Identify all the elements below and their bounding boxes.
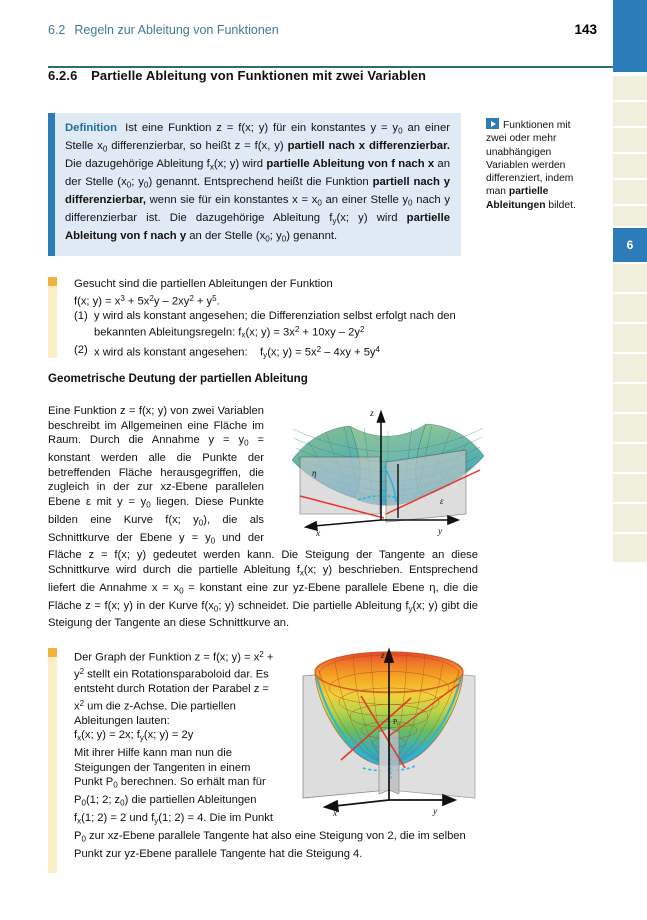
example-marker-icon bbox=[48, 648, 57, 657]
chapter-tab[interactable] bbox=[613, 384, 647, 412]
section-heading-number: 6.2.6 bbox=[48, 68, 78, 83]
page-header bbox=[48, 22, 597, 44]
axis-label-x: x bbox=[316, 529, 321, 538]
chapter-tab[interactable] bbox=[613, 474, 647, 502]
example-2-text: Der Graph der Funktion z = f(x; $y) = x^2 + y^2$ stellt ein Rotationsparaboloid dar. Es entsteht durch Rotation der Parabel $z = x^2$ um die z-Achse. Die partiellen Ableitungen lauten: $f_x(x$; y) = 2x; $f_y(x$; y) = 2y Mit ihrer Hilfe kann man nun die Steigungen der Tangenten in einem Punkt $P_0$ berechnen. So erhält man für $P_0(1$; 2; $z_0$) die partiellen Ableitungen $f_x(1$; 2) = 2 und $f_y(1$; 2) = 4. Die im Punkt $P_0$ zur xz-Ebene parallele Tangente hat also eine Steigung von 2, die im selben Punkt zur yz-Ebene parallele Tangente hat die Steigung 4. bbox=[74, 650, 466, 860]
plane-epsilon-label: ε bbox=[440, 496, 444, 506]
play-arrow-icon bbox=[486, 118, 499, 129]
margin-note bbox=[486, 118, 589, 212]
example-1-item-text: y wird als konstant angesehen; die Differenziation selbst erfolgt nach den bekannten Ableitungsregeln: $f_x(x$; $y) = 3x^2 + 10xy - 2y^2$ bbox=[94, 309, 456, 340]
section-heading-title: Partielle Ableitung von Funktionen mit zwei Variablen bbox=[91, 68, 427, 83]
chapter-tab[interactable] bbox=[613, 414, 647, 442]
example-side-bar bbox=[48, 286, 57, 358]
chapter-tab[interactable] bbox=[613, 534, 647, 562]
example-1-intro: Gesucht sind die partiellen Ableitungen der Funktion f(x; $y) = x^3 + 5x^2y - 2xy^2 + y^5$. bbox=[74, 278, 333, 307]
margin-note-text: Funktionen mit zwei oder mehr unabhängigen Variablen werden differenziert, indem man partielle Ableitungen bildet. bbox=[486, 120, 576, 211]
subsection-heading: Geometrische Deutung der partiellen Ableitung bbox=[48, 372, 308, 385]
example-1-item-text: x wird als konstant angesehen: $f_y(x$; $y) = 5x^2 - 4xy + 5y^4$ bbox=[94, 345, 380, 360]
chapter-tab[interactable] bbox=[613, 76, 647, 100]
example-1-item-label: (1) bbox=[74, 309, 88, 322]
plane-eta-label: η bbox=[312, 468, 317, 478]
chapter-tab[interactable] bbox=[613, 128, 647, 152]
header-section-number: 6.2 bbox=[48, 23, 66, 37]
example-1-item-label: (2) bbox=[74, 344, 88, 357]
chapter-tab[interactable] bbox=[613, 206, 647, 226]
definition-label: Definition bbox=[65, 122, 118, 134]
axis-label-x: x bbox=[333, 809, 338, 818]
figure-rotational-paraboloid bbox=[293, 640, 485, 818]
chapter-tab[interactable] bbox=[613, 102, 647, 126]
figure-1-svg bbox=[288, 398, 488, 538]
plane-eta bbox=[300, 457, 380, 514]
chapter-tab[interactable] bbox=[613, 324, 647, 352]
chapter-tab[interactable] bbox=[613, 180, 647, 204]
example-1-item bbox=[74, 343, 478, 363]
section-heading bbox=[48, 68, 593, 83]
figure-2-svg bbox=[293, 640, 485, 818]
chapter-tab[interactable] bbox=[613, 294, 647, 322]
definition-text: Ist eine Funktion z = f(x; y) für ein konstantes $y = y_0$ an einer Stelle $x_0$ differenzierbar, so heißt z = f(x, y) partiell nach x differenzierbar. Die dazugehörige Ableitung $f_x(x$; y) wird partielle Ableitung von f nach x an der Stelle ($x_0$; $y_0$) genannt. Entsprechend heißt die Funktion partiell nach y differenzierbar, wenn sie für ein konstantes $x = x_0$ an einer Stelle $y_0$ nach y differenzierbar ist. Die dazugehörige Ableitung $f_y(x$; y) wird partielle Ableitung von f nach y an der Stelle ($x_0$; $y_0$) genannt. bbox=[65, 122, 450, 244]
point-p0-label: P₀ bbox=[393, 717, 400, 726]
example-marker-icon bbox=[48, 277, 57, 286]
figure-paraboloid-with-planes bbox=[288, 398, 488, 538]
example-1-item bbox=[74, 309, 478, 344]
axis-label-z: z bbox=[370, 409, 374, 419]
chapter-tab[interactable] bbox=[613, 354, 647, 382]
axis-label-z: z bbox=[381, 651, 385, 661]
chapter-tab-current[interactable]: 6 bbox=[613, 228, 647, 262]
chapter-tab[interactable] bbox=[613, 154, 647, 178]
chapter-tab[interactable] bbox=[613, 444, 647, 472]
tab-header-block bbox=[613, 0, 647, 72]
chapter-tab[interactable] bbox=[613, 264, 647, 292]
example-block-1 bbox=[48, 277, 478, 364]
example-side-bar bbox=[48, 657, 57, 873]
axis-label-y: y bbox=[433, 807, 438, 817]
page-number: 143 bbox=[574, 22, 597, 37]
header-section-title: Regeln zur Ableitung von Funktionen bbox=[74, 23, 279, 37]
chapter-tab-strip bbox=[613, 0, 647, 920]
chapter-tab[interactable] bbox=[613, 504, 647, 532]
definition-box bbox=[48, 113, 461, 256]
geometry-paragraph-text: Eine Funktion z = f(x; y) von zwei Variablen beschreibt im Allgemeinen eine Fläche im Raum. Durch die Annahme $y = y_0$ = konstant werden alle die Punkte der betreffenden Fläche herausgegriffen, die zugleich in der zur xz-Ebene parallelen Ebene ε mit $y = y_0$ liegen. Diese Punkte bilden eine Kurve f(x; $y_0$), die als Schnittkurve der Ebene $y = y_0$ und der Fläche z = f(x; y) gedeutet werden kann. Die Steigung der Tangente an diese Schnittkurve wird durch die partielle Ableitung $f_x(x$; y) beschrieben. Entsprechend liefert die Annahme $x = x_0$ = konstant eine zur yz-Ebene parallele Ebene η, die die Fläche z = f(x; y) in der Kurve $f(x_0$; y) schneidet. Die partielle Ableitung $f_y(x$; y) gibt die Steigung der Tangente an diese Schnittkurve an. bbox=[48, 405, 478, 630]
axis-label-y: y bbox=[438, 527, 443, 537]
